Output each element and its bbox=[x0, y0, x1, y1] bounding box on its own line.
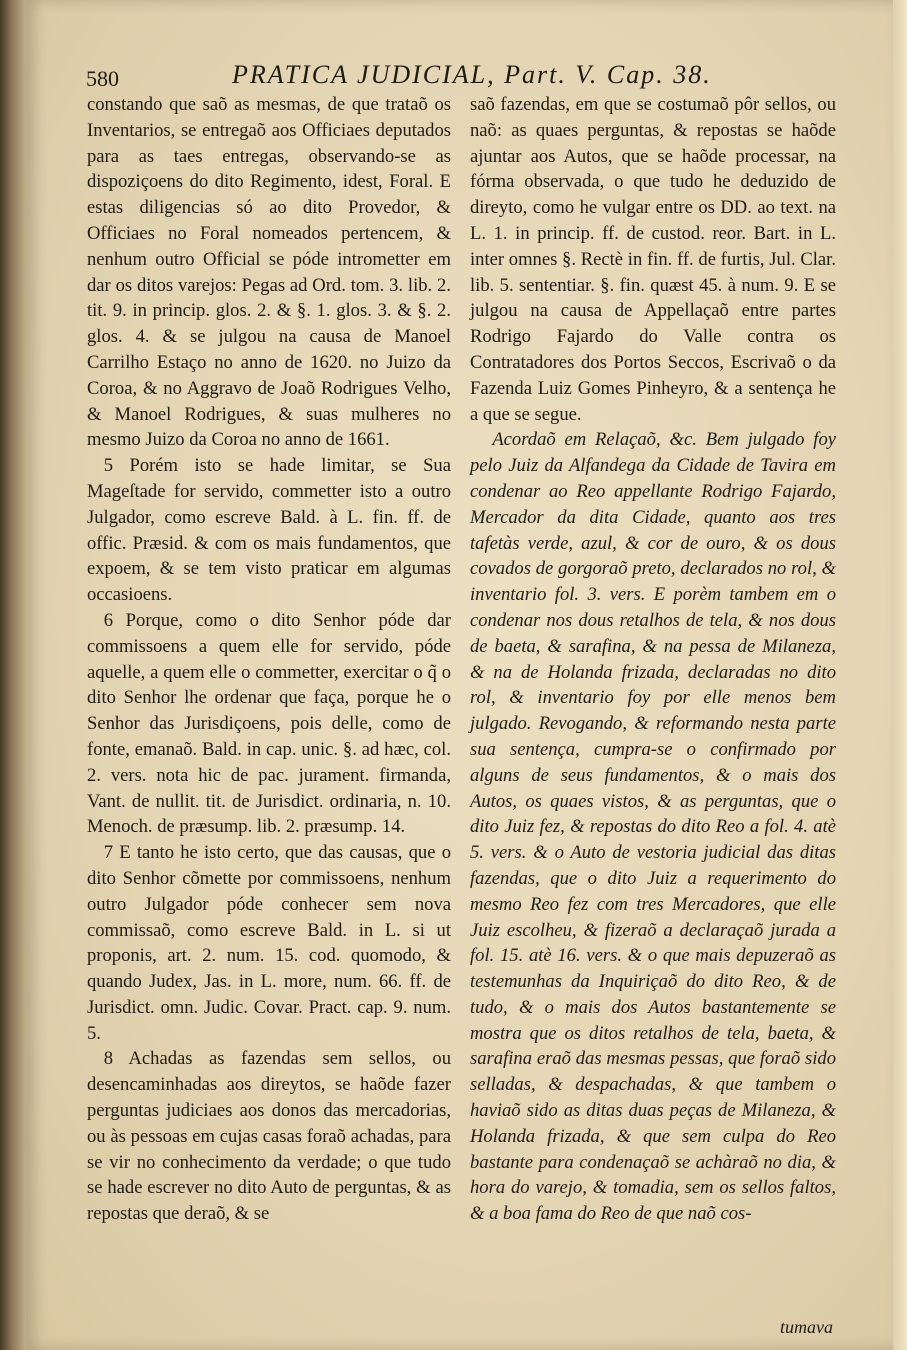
paragraph-7: 7 E tanto he isto certo, que das causas, que o dito Senhor cõmette por commissoens, nenhum outro Julgador póde conhecer sem nova commissaõ, como escreve Bald. in L. si ut proponis, art. 2. num. 15. cod. quomodo, & quando Judex, Jas. in L. more, num. 66. ff. de Jurisdict. omn. Judic. Covar. Pract. cap. 9. num. 5. bbox=[87, 842, 451, 1044]
page-number: 580 bbox=[86, 66, 119, 91]
sentence-acordao: Acordaõ em Relaçaõ, &c. Bem julgado foy pelo Juiz da Alfandega da Cidade de Tavira em condenar ao Reo appellante Rodrigo Fajardo, Mercador da dita Cidade, quanto aos tres tafetàs verde, azul, & cor de ouro, & os dous covados de gorgoraõ preto, declarados no rol, & inventario fol. 3. vers. E porèm tambem em o condenar nos dous retalhos de tela, & nos dous de baeta, & sarafina, & na pessa de Milaneza, & na de Holanda frizada, declaradas no dito rol, & inventario foy por elle menos bem julgado. Revogando, & reformando nesta parte sua sentença, cumpra-se o confirmado por alguns de seus fundamentos, & o mais dos Autos, os quaes vistos, & as perguntas, que o dito Juiz fez, & repostas do dito Reo a fol. 4. atè 5. vers. & o Auto de vestoria judicial das ditas fazendas, que o dito Juiz a requerimento do mesmo Reo fez com tres Mercadores, que elle Juiz escolheu, & fizeraõ a declaraçaõ jurada a fol. 15. atè 16. vers. & o que mais depuzeraõ as testemunhas da Inquiriçaõ do dito Reo, & de tudo, & o mais dos Autos bastantemente se mostra que os ditos retalhos de tela, baeta, & sarafina eraõ das mesmas pessas, que foraõ sido selladas, & despachadas, & que tambem o haviaõ sido as ditas duas peças de Milaneza, & Holanda frizada, & que sem culpa do Reo bastante para condenaçaõ se achàraõ no dia, & hora do varejo, & tomadia, sem os sellos faltos, & a boa fama do Reo de que naõ cos- bbox=[470, 429, 836, 1225]
left-column bbox=[87, 92, 451, 1227]
paragraph-5: 5 Porém isto se hade limitar, se Sua Mageſtade for servido, commetter isto a outro Julgador, como escreve Bald. à L. fin. ff. de offic. Præsid. & com os mais fundamentos, que expoem, & se tem visto praticar em algumas occasioens. bbox=[87, 455, 451, 606]
right-paragraph-continued: saõ fazendas, em que se costumaõ pôr sellos, ou naõ: as quaes perguntas, & repostas se haõde ajuntar aos Autos, que se haõde processar, na fórma observada, o que tudo he deduzido de direyto, como he vulgar entre os DD. ao text. na L. 1. in princip. ff. de custod. reor. Bart. in L. inter omnes §. Rectè in fin. ff. de furtis, Jul. Clar. lib. 5. sententiar. §. fin. quæst 45. à num. 9. E se julgou na causa de Appellaçaõ entre partes Rodrigo Fajardo do Valle contra os Contratadores dos Portos Seccos, Escrivaõ o da Fazenda Luiz Gomes Pinheyro, & a sentença he a que se segue. bbox=[470, 94, 836, 425]
left-paragraph-continued: constando que saõ as mesmas, de que trataõ os Inventarios, se entregaõ aos Officiaes deputados para as taes entregas, observando-se as dispoziçoens do dito Regimento, idest, Foral. E estas diligencias só ao dito Provedor, & Officiaes no Foral nomeados pertencem, & nenhum outro Official se póde intrometter em dar os ditos varejos: Pegas ad Ord. tom. 3. lib. 2. tit. 9. in princip. glos. 2. & §. 1. glos. 3. & §. 2. glos. 4. & se julgou na causa de Manoel Carrilho Estaço no anno de 1620. no Juizo da Coroa, & no Aggravo de Joaõ Rodrigues Velho, & Manoel Rodrigues, & suas mulheres no mesmo Juizo da Coroa no anno de 1661. bbox=[87, 94, 451, 451]
paragraph-8: 8 Achadas as fazendas sem sellos, ou desencaminhadas aos direytos, se haõde fazer perguntas judiciaes aos donos das mercadorias, ou às pessoas em cujas casas foraõ achadas, para se vir no conhecimento da verdade; o que tudo se hade escrever no dito Auto de perguntas, & as repostas que deraõ, & se bbox=[87, 1048, 451, 1225]
catchword: tumava bbox=[780, 1317, 833, 1337]
page-header bbox=[86, 60, 846, 94]
page-edge bbox=[893, 0, 907, 1350]
paragraph-6: 6 Porque, como o dito Senhor póde dar commissoens a quem elle for servido, póde aquelle, a quem elle o commetter, exercitar o q̃ o dito Senhor lhe ordenar que faça, porque he o Senhor das Jurisdiçoens, pois delle, como de fonte, emanaõ. Bald. in cap. unic. §. ad hæc, col. 2. vers. nota hic de pac. jurament. firmanda, Vant. de nullit. tit. de Jurisdict. ordinaria, n. 10. Menoch. de præsump. lib. 2. præsump. 14. bbox=[87, 609, 451, 838]
right-column bbox=[470, 92, 836, 1227]
running-head: PRATICA JUDICIAL, Part. V. Cap. 38. bbox=[232, 60, 712, 89]
book-gutter-shadow bbox=[0, 0, 26, 1350]
